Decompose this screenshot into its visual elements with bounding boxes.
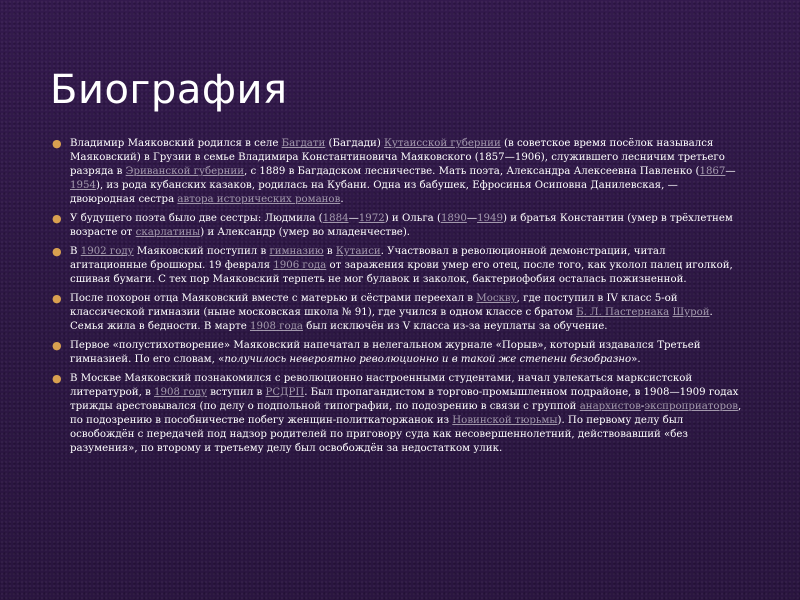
text-segment: Маяковский поступил в <box>133 246 270 257</box>
slide-content <box>52 137 745 461</box>
text-segment: от заражения крови умер его отец, после того, как уколол палец иголкой, сшивая бумаги. С тех пор Маяковский терпеть не мог булавок и заколок, бактериофобия осталась пожизненной. <box>70 260 733 285</box>
paragraph-first-poem <box>52 339 745 367</box>
text-segment: , где поступил в IV класс 5-ой классической гимназии (ныне московская школа № 91), где учился в одном классе с братом <box>70 293 678 318</box>
link-year-1890[interactable]: 1890 <box>440 213 467 224</box>
link-year-1908-rsdrp[interactable]: 1908 году <box>154 387 207 398</box>
bullet-icon: ● <box>52 212 62 225</box>
text-segment: (в советское время посёлок назывался Маяковский) в Грузии в семье Владимира Константиновича Маяковского (1857—1906), служившего лесничим третьего разряда в <box>70 138 725 177</box>
slide-title: Биография <box>50 67 288 113</box>
text-segment: Первое «полустихотворение» Маяковский напечатал в нелегальном журнале «Порыв», который издавался Третьей гимназией. По его словам, « <box>70 340 701 365</box>
link-rsdrp[interactable]: РСДРП <box>265 387 305 398</box>
text-segment: У будущего поэта было две сестры: Людмила ( <box>70 213 323 224</box>
text-segment: ). По первому делу был освобождён с передачей под надзор родителей по приговору суда как несовершеннолетний, действовавший «без разумения», по второму и третьему делу был освобождён за недостатком улик. <box>70 415 688 454</box>
link-expropriators[interactable]: экспроприаторов <box>644 401 738 412</box>
link-year-1867[interactable]: 1867 <box>699 166 726 177</box>
text-segment: был исключён из V класса из-за неуплаты за обучение. <box>302 321 608 332</box>
paragraph-birth <box>52 137 745 207</box>
quote-italic: получилось невероятно революционно и в такой же степени безобразно <box>224 354 632 365</box>
text-segment: , по подозрению в пособничестве побегу женщин-политкаторжанок из <box>70 401 742 426</box>
link-bagdati[interactable]: Багдати <box>281 138 326 149</box>
link-shura[interactable]: Шурой <box>672 307 710 318</box>
text-segment: ) и Александр (умер во младенчестве). <box>200 227 411 238</box>
text-segment: После похорон отца Маяковский вместе с матерью и сёстрами переехал в <box>70 293 477 304</box>
link-moscow[interactable]: Москву <box>476 293 517 304</box>
paragraph-revolution <box>52 372 745 456</box>
text-segment: В <box>70 246 81 257</box>
text-segment: В Москве Маяковский познакомился с революционно настроенными студентами, начал увлекаться марксистской литературой, в <box>70 373 693 398</box>
link-year-1949[interactable]: 1949 <box>477 213 504 224</box>
link-scarlet-fever[interactable]: скарлатины <box>135 227 201 238</box>
text-segment: . <box>340 194 344 205</box>
link-anarchists[interactable]: анархистов <box>579 401 641 412</box>
text-segment: — <box>725 166 736 177</box>
text-segment: ) и Ольга ( <box>384 213 441 224</box>
text-segment: — <box>348 213 359 224</box>
link-erivan-governorate[interactable]: Эриванской губернии <box>125 166 244 177</box>
bullet-icon: ● <box>52 339 62 352</box>
link-year-1884[interactable]: 1884 <box>322 213 349 224</box>
text-segment: ». <box>631 354 641 365</box>
text-segment: Владимир Маяковский родился в селе <box>70 138 282 149</box>
link-year-1902[interactable]: 1902 году <box>80 246 134 257</box>
text-segment: — <box>466 213 478 224</box>
link-kutaisi[interactable]: Кутаиси <box>335 246 381 257</box>
text-segment: , с 1889 в Багдадском лесничестве. Мать поэта, Александра Алексеевна Павленко ( <box>244 166 700 177</box>
link-pasternak[interactable]: Б. Л. Пастернака <box>576 307 670 318</box>
text-segment: . Семья жила в бедности. В марте <box>70 307 713 332</box>
link-year-1972[interactable]: 1972 <box>358 213 385 224</box>
text-segment: вступил в <box>206 387 266 398</box>
text-segment: ), из рода кубанских казаков, родилась на Кубани. Одна из бабушек, Ефросинья Осиповна Данилевская, — двоюродная сестра <box>70 180 678 205</box>
link-kutaisi-governorate[interactable]: Кутаисской губернии <box>384 138 501 149</box>
text-segment: - <box>640 401 645 412</box>
link-novinskaya-prison[interactable]: Новинской тюрьмы <box>452 415 558 426</box>
link-gymnasium[interactable]: гимназию <box>269 246 324 257</box>
bullet-icon: ● <box>52 292 62 305</box>
paragraph-siblings <box>52 212 745 240</box>
text-segment: в <box>323 246 336 257</box>
text-segment: . Был пропагандистом в торгово-промышленном подрайоне, в 1908—1909 годах трижды арестовывался (по делу о подпольной типографии, по подозрению в связи с группой <box>70 387 739 412</box>
link-year-1908[interactable]: 1908 года <box>250 321 303 332</box>
link-year-1954[interactable]: 1954 <box>70 180 96 191</box>
link-historical-novels-author[interactable]: автора исторических романов <box>177 194 341 205</box>
text-segment: (Багдади) <box>325 138 385 149</box>
bullet-icon: ● <box>52 137 62 150</box>
paragraph-moscow <box>52 292 745 334</box>
paragraph-gymnasium <box>52 245 745 287</box>
text-segment: . Участвовал в революционной демонстрации, читал агитационные брошюры. 19 февраля <box>70 246 666 271</box>
text-segment: ) и братья Константин (умер в трёхлетнем возрасте от <box>70 213 733 238</box>
bullet-icon: ● <box>52 372 62 385</box>
bullet-icon: ● <box>52 245 62 258</box>
link-year-1906[interactable]: 1906 года <box>273 260 327 271</box>
